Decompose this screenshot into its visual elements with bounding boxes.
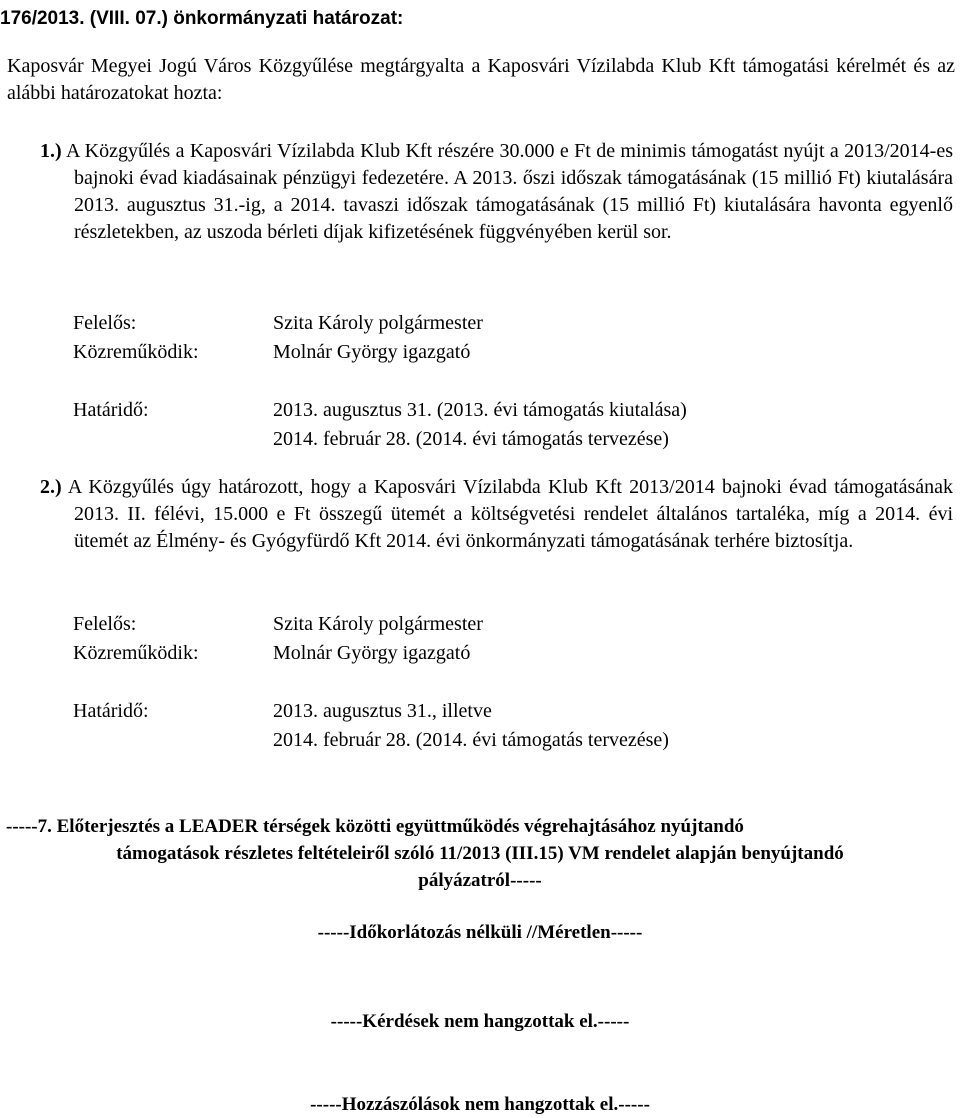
- agenda-line-2: támogatások részletes feltételeiről szóló 11/2013 (III.15) VM rendelet alapján benyújtandó: [116, 843, 844, 864]
- hatarido-value-2: 2014. február 28. (2014. évi támogatás tervezése): [273, 428, 669, 450]
- felelos-value: Szita Károly polgármester: [273, 312, 483, 334]
- intro-paragraph: Kaposvár Megyei Jogú Város Közgyűlése megtárgyalta a Kaposvári Vízilabda Klub Kft támogatási kérelmét és az alábbi határozatokat hozta:: [7, 55, 955, 104]
- resolution-item-1: [40, 138, 953, 246]
- item-2-number: 2.): [40, 476, 62, 498]
- kozremukodik-value: Molnár György igazgató: [273, 642, 471, 664]
- comments-note: -----Hozzászólások nem hangzottak el.-----: [310, 1094, 650, 1115]
- agenda-line-1: -----7. Előterjesztés a LEADER térségek közötti együttműködés végrehajtásához nyújtandó: [6, 816, 744, 837]
- hatarido-row-2: [73, 425, 773, 454]
- felelos-label: Felelős:: [73, 613, 137, 635]
- felelos-row: [73, 610, 773, 639]
- item-2-text: A Közgyűlés úgy határozott, hogy a Kaposvári Vízilabda Klub Kft 2013/2014 bajnoki évad támogatásának 2013. II. félévi, 15.000 e Ft összegű ütemét a költségvetési rendelet általános tartaléka, míg a 2014. évi ütemét az Élmény- és Gyógyfürdő Kft 2014. évi önkormányzati támogatásának terhére biztosítja.: [67, 476, 953, 552]
- kozremukodik-value: Molnár György igazgató: [273, 341, 471, 363]
- questions-note: -----Kérdések nem hangzottak el.-----: [330, 1011, 630, 1032]
- kozremukodik-row: [73, 338, 773, 367]
- hatarido-value-2: 2014. február 28. (2014. évi támogatás tervezése): [273, 729, 669, 751]
- item-1-number: 1.): [40, 140, 62, 162]
- responsibility-block-2: [73, 610, 773, 755]
- felelos-label: Felelős:: [73, 312, 137, 334]
- item-1-body: [40, 138, 953, 246]
- kozremukodik-row: [73, 639, 773, 668]
- hatarido-row-2: [73, 726, 773, 755]
- hatarido-label: Határidő:: [73, 700, 149, 722]
- time-limit-note: -----Időkorlátozás nélküli //Méretlen-----: [317, 922, 643, 943]
- item-2-body: [40, 474, 953, 555]
- kozremukodik-label: Közreműködik:: [73, 341, 199, 363]
- responsibility-block-1: [73, 309, 773, 454]
- felelos-value: Szita Károly polgármester: [273, 613, 483, 635]
- hatarido-row: [73, 396, 773, 425]
- agenda-item-7: [0, 813, 960, 894]
- hatarido-value-1: 2013. augusztus 31. (2013. évi támogatás kiutalása): [273, 399, 687, 421]
- hatarido-value-1: 2013. augusztus 31., illetve: [273, 700, 492, 722]
- agenda-line-3: pályázatról-----: [418, 870, 542, 891]
- resolution-heading: 176/2013. (VIII. 07.) önkormányzati határozat:: [0, 8, 404, 29]
- resolution-item-2: [40, 474, 953, 555]
- hatarido-row: [73, 697, 773, 726]
- item-1-text: A Közgyűlés a Kaposvári Vízilabda Klub Kft részére 30.000 e Ft de minimis támogatást nyújt a 2013/2014-es bajnoki évad kiadásainak pénzügyi fedezetére. A 2013. őszi időszak támogatásának (15 millió Ft) kiutalására 2013. augusztus 31.-ig, a 2014. tavaszi időszak támogatásának (15 millió Ft) kiutalására havonta egyenlő részletekben, az uszoda bérleti díjak kifizetésének függvényében kerül sor.: [65, 140, 953, 243]
- hatarido-label: Határidő:: [73, 399, 149, 421]
- felelos-row: [73, 309, 773, 338]
- kozremukodik-label: Közreműködik:: [73, 642, 199, 664]
